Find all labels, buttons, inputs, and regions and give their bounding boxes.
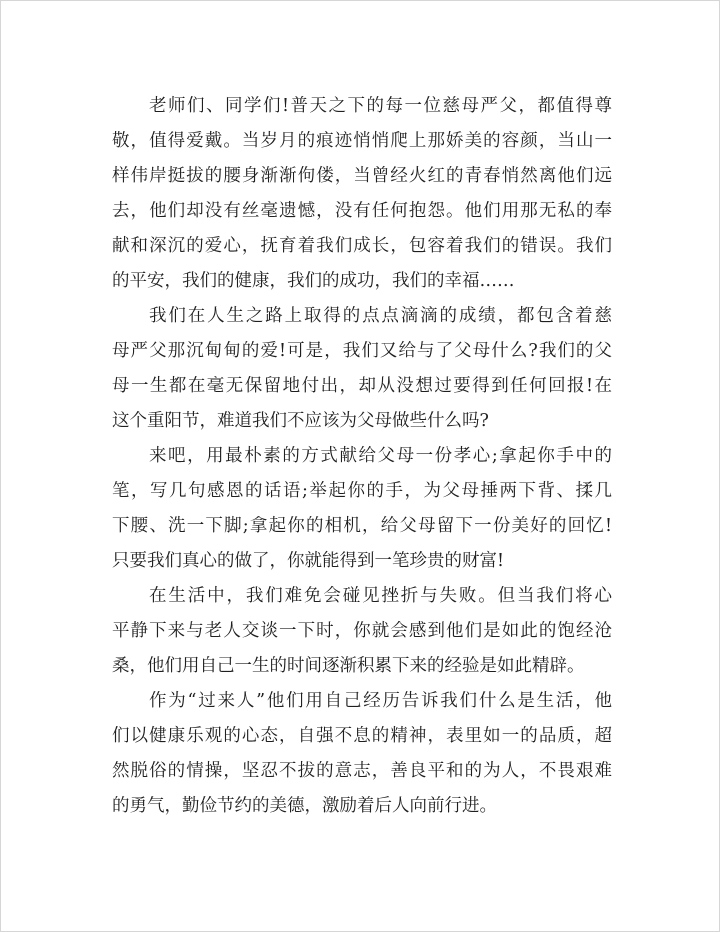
text-line: 样伟岸挺拔的腰身渐渐佝偻，当曾经火红的青春悄然离他们远 — [112, 166, 612, 186]
paragraph-5 — [112, 684, 612, 824]
text-line: 的平安，我们的健康，我们的成功，我们的幸福…… — [112, 271, 515, 291]
text-line: 平静下来与老人交谈一下时，你就会感到他们是如此的饱经沧 — [112, 621, 612, 641]
text-line: 下腰、洗一下脚;拿起你的相机，给父母留下一份美好的回忆! — [112, 516, 612, 536]
text-line: 老师们、同学们!普天之下的每一位慈母严父，都值得尊 — [149, 96, 612, 116]
text-line: 献和深沉的爱心，抚育着我们成长，包容着我们的错误。我们 — [112, 236, 612, 256]
text-line: 我们在人生之路上取得的点点滴滴的成绩，都包含着慈 — [149, 306, 612, 326]
paragraph-1 — [112, 89, 612, 299]
text-line: 作为“过来人”他们用自己经历告诉我们什么是生活，他 — [149, 691, 612, 711]
text-line: 的勇气，勤俭节约的美德，激励着后人向前行进。 — [112, 796, 497, 816]
paragraph-2 — [112, 299, 612, 439]
text-line: 去，他们却没有丝毫遗憾，没有任何抱怨。他们用那无私的奉 — [112, 201, 612, 221]
paragraph-4 — [112, 579, 612, 684]
paragraph-3 — [112, 439, 612, 579]
document-body — [112, 89, 612, 824]
text-line: 只要我们真心的做了，你就能得到一笔珍贵的财富! — [112, 551, 505, 571]
text-line: 来吧，用最朴素的方式献给父母一份孝心;拿起你手中的 — [149, 446, 612, 466]
text-line: 母严父那沉甸甸的爱!可是，我们又给与了父母什么?我们的父 — [112, 341, 612, 361]
text-line: 笔，写几句感恩的话语;举起你的手，为父母捶两下背、揉几 — [112, 481, 612, 501]
text-line: 敬，值得爱戴。当岁月的痕迹悄悄爬上那娇美的容颜，当山一 — [112, 131, 612, 151]
text-line: 们以健康乐观的心态，自强不息的精神，表里如一的品质，超 — [112, 726, 612, 746]
text-line: 桑，他们用自己一生的时间逐渐积累下来的经验是如此精辟。 — [112, 656, 585, 676]
text-line: 母一生都在毫无保留地付出，却从没想过要得到任何回报!在 — [112, 376, 612, 396]
text-line: 这个重阳节，难道我们不应该为父母做些什么吗? — [112, 411, 489, 431]
text-line: 在生活中，我们难免会碰见挫折与失败。但当我们将心 — [149, 586, 612, 606]
text-line: 然脱俗的情操，坚忍不拔的意志，善良平和的为人，不畏艰难 — [112, 761, 612, 781]
